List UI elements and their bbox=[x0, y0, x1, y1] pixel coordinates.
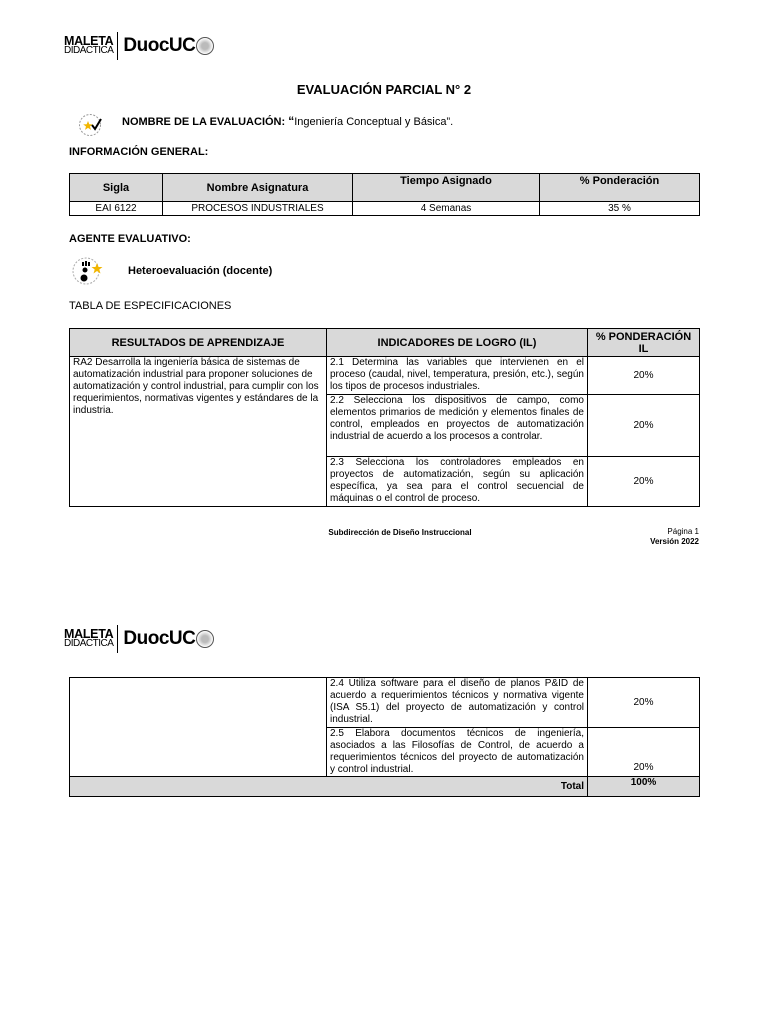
footer-page: Página 1 bbox=[667, 527, 699, 536]
footer-version: Versión 2022 bbox=[650, 537, 699, 546]
logo-separator bbox=[117, 625, 118, 653]
indicator-text: 2.1 Determina las variables que intervienen en el proceso (caudal, nivel, temperatura, presión, etc.), según los tipos de procesos industriales. bbox=[327, 357, 588, 395]
agent-value: Heteroevaluación (docente) bbox=[128, 265, 273, 277]
cell-tiempo-asignado: 4 Semanas bbox=[353, 202, 540, 216]
header-sigla: Sigla bbox=[70, 174, 163, 202]
logo-separator bbox=[117, 32, 118, 60]
cell-sigla: EAI 6122 bbox=[70, 202, 163, 216]
total-value: 100% bbox=[588, 777, 700, 797]
general-info-table bbox=[69, 173, 700, 216]
specs-heading bbox=[69, 300, 231, 312]
duocuc-logo: DuocUC bbox=[123, 35, 196, 56]
checkmark-star-icon bbox=[78, 112, 104, 138]
logo bbox=[64, 623, 214, 655]
header-ponderacion-il: % PONDERACIÓN IL bbox=[588, 329, 700, 357]
logo-line1: MALETA bbox=[64, 34, 114, 48]
cell-ponderacion: 35 % bbox=[540, 202, 700, 216]
indicator-weight: 20% bbox=[588, 728, 700, 777]
general-info-heading: INFORMACIÓN GENERAL: bbox=[69, 146, 209, 158]
maleta-didactica-logo bbox=[64, 36, 113, 56]
header-indicadores: INDICADORES DE LOGRO (IL) bbox=[327, 329, 588, 357]
header-tiempo-asignado: Tiempo Asignado bbox=[353, 174, 540, 202]
logo-line2: DIDÁCTICA bbox=[64, 45, 114, 56]
indicator-text: 2.5 Elabora documentos técnicos de ingeniería, asociados a las Filosofías de Control, de acuerdo a requerimientos técnicos del proyecto de automatización y control industrial. bbox=[327, 728, 588, 777]
evaluation-value: Ingeniería Conceptual y Básica”. bbox=[294, 116, 454, 128]
specs-table-continued bbox=[69, 677, 700, 797]
evaluation-label: NOMBRE DE LA EVALUACIÓN: bbox=[122, 116, 286, 128]
indicator-text: 2.4 Utiliza software para el diseño de planos P&ID de acuerdo a requerimientos técnicos y normativa vigente (ISA S5.1) del proyecto de automatización y control industrial. bbox=[327, 678, 588, 728]
specs-table bbox=[69, 328, 700, 507]
header-nombre-asignatura: Nombre Asignatura bbox=[163, 174, 353, 202]
ra-description-continued bbox=[70, 678, 327, 777]
indicator-weight: 20% bbox=[588, 678, 700, 728]
duocuc-logo: DuocUC bbox=[123, 628, 196, 649]
maleta-didactica-logo bbox=[64, 629, 113, 649]
evaluation-name bbox=[122, 114, 453, 128]
indicator-weight: 20% bbox=[588, 357, 700, 395]
teacher-star-icon bbox=[72, 256, 106, 286]
seal-icon bbox=[196, 630, 214, 648]
specs-heading-text: TABLA DE ESPECIFICACIONES bbox=[69, 300, 232, 312]
logo bbox=[64, 30, 214, 62]
cell-nombre-asignatura: PROCESOS INDUSTRIALES bbox=[163, 202, 353, 216]
header-ponderacion: % Ponderación bbox=[540, 174, 700, 202]
logo-line2: DIDÁCTICA bbox=[64, 638, 114, 649]
footer-department: Subdirección de Diseño Instruccional bbox=[328, 528, 472, 537]
page-title: EVALUACIÓN PARCIAL N° 2 bbox=[296, 82, 472, 97]
indicator-weight: 20% bbox=[588, 457, 700, 507]
indicator-text: 2.2 Selecciona los dispositivos de campo, como elementos primarios de medición y elementos finales de control, empleados en proyectos de automatización industrial de acuerdo a los procesos a controlar. bbox=[327, 395, 588, 457]
header-resultados: RESULTADOS DE APRENDIZAJE bbox=[70, 329, 327, 357]
indicator-weight: 20% bbox=[588, 395, 700, 457]
footer-page-info bbox=[650, 527, 699, 547]
indicator-text: 2.3 Selecciona los controladores empleados en proyectos de automatización, según su aplicación específica, ya sea para el control secuencial de máquinas o el control de proceso. bbox=[327, 457, 588, 507]
ra-description: RA2 Desarrolla la ingeniería básica de sistemas de automatización industrial para proponer soluciones de automatización y control industrial, para cumplir con los requerimientos, normativas vigentes y estándares de la industria. bbox=[70, 357, 327, 507]
agent-heading: AGENTE EVALUATIVO: bbox=[69, 233, 191, 245]
total-label: Total bbox=[70, 777, 588, 797]
evaluation-quote: “ bbox=[288, 114, 295, 128]
seal-icon bbox=[196, 37, 214, 55]
logo-line1: MALETA bbox=[64, 627, 114, 641]
